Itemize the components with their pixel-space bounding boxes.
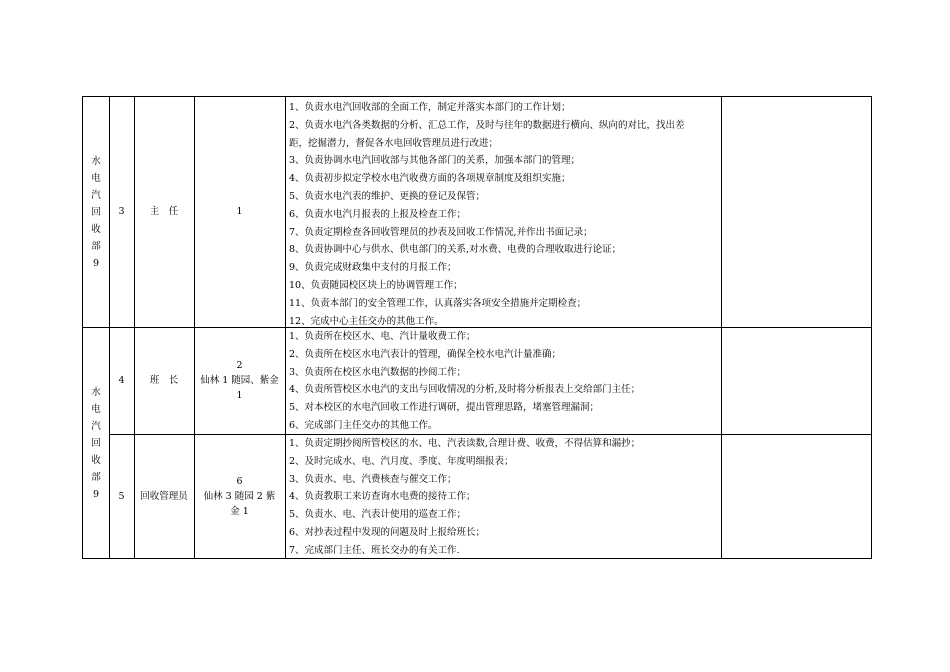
- duties-list: [289, 328, 721, 435]
- duty-item: 10、负责随园校区块上的协调管理工作；: [289, 279, 463, 291]
- seq-cell: 3: [118, 206, 125, 217]
- duty-item: 5、负责水、电、汽表计使用的巡查工作；: [289, 509, 467, 521]
- duty-item: 6、对抄表过程中发现的问题及时上报给班长；: [289, 526, 486, 538]
- duty-item: 1、负责定期抄阅所管校区的水、电、汽表读数,合理计费、收费，不得估算和漏抄；: [289, 438, 641, 449]
- quota-cell: 6 仙林 3 随园 2 紫 金 1: [203, 476, 276, 517]
- quota-cell: 2 仙林 1 随园、紫金 1: [200, 360, 279, 401]
- duty-item: 3、负责水、电、汽费核查与催交工作；: [289, 473, 457, 485]
- duty-item: 1、负责所在校区水、电、汽计量收费工作；: [289, 331, 476, 342]
- duty-item: 11、负责本部门的安全管理工作，认真落实各项安全措施并定期检查；: [289, 297, 587, 309]
- duties-list: [289, 435, 721, 560]
- duty-item: 5、负责水电汽表的维护、更换的登记及保管；: [289, 190, 486, 202]
- duty-item: 距，挖掘潜力，督促各水电回收管理员进行改进；: [289, 137, 499, 149]
- position-cell: 回收管理员: [140, 490, 188, 502]
- duty-item: 9、负责完成财政集中支付的月报工作；: [289, 262, 457, 274]
- duty-item: 12、完成中心主任交办的其他工作。: [289, 315, 444, 327]
- duty-item: 6、完成部门主任交办的其他工作。: [289, 419, 438, 431]
- duty-item: 2、负责水电汽各类数据的分析、汇总工作，及时与往年的数据进行横向、纵向的对比，找出差: [289, 119, 685, 131]
- position-cell: 班 长: [149, 374, 179, 386]
- duty-item: 4、负责教职工来访查询水电费的接待工作；: [289, 491, 476, 503]
- department-cell: 水 电 汽 回 收 部 9: [91, 386, 101, 500]
- duties-list: [289, 99, 721, 330]
- department-cell: 水 电 汽 回 收 部 9: [91, 155, 101, 269]
- duty-item: 6、负责水电汽月报表的上报及检查工作；: [289, 208, 467, 220]
- duty-item: 4、负责初步拟定学校水电汽收费方面的各项规章制度及组织实施；: [289, 173, 571, 185]
- duty-item: 4、负责所管校区水电汽的支出与回收情况的分析,及时将分析报表上交给部门主任；: [289, 384, 641, 396]
- position-cell: 主 任: [149, 206, 179, 217]
- duty-item: 8、负责协调中心与供水、供电部门的关系,对水费、电费的合理收取进行论证；: [289, 244, 622, 256]
- duty-item: 3、负责协调水电汽回收部与其他各部门的关系，加强本部门的管理；: [289, 155, 581, 167]
- seq-cell: 5: [118, 490, 125, 502]
- duty-item: 2、及时完成水、电、汽月度、季度、年度明细报表；: [289, 455, 514, 467]
- duty-table: [82, 96, 872, 559]
- duty-item: 5、对本校区的水电汽回收工作进行调研，提出管理思路，堵塞管理漏洞；: [289, 402, 600, 414]
- duty-item: 1、负责水电汽回收部的全面工作，制定并落实本部门的工作计划；: [289, 102, 571, 113]
- seq-cell: 4: [118, 374, 125, 386]
- duty-item: 3、负责所在校区水电汽数据的抄阅工作；: [289, 366, 467, 378]
- duty-item: 2、负责所在校区水电汽表计的管理，确保全校水电汽计量准确；: [289, 348, 562, 360]
- quota-cell: 1: [236, 206, 243, 217]
- duty-item: 7、完成部门主任、班长交办的有关工作.: [289, 544, 460, 556]
- duty-item: 7、负责定期检查各回收管理员的抄表及回收工作情况,并作出书面记录；: [289, 226, 593, 238]
